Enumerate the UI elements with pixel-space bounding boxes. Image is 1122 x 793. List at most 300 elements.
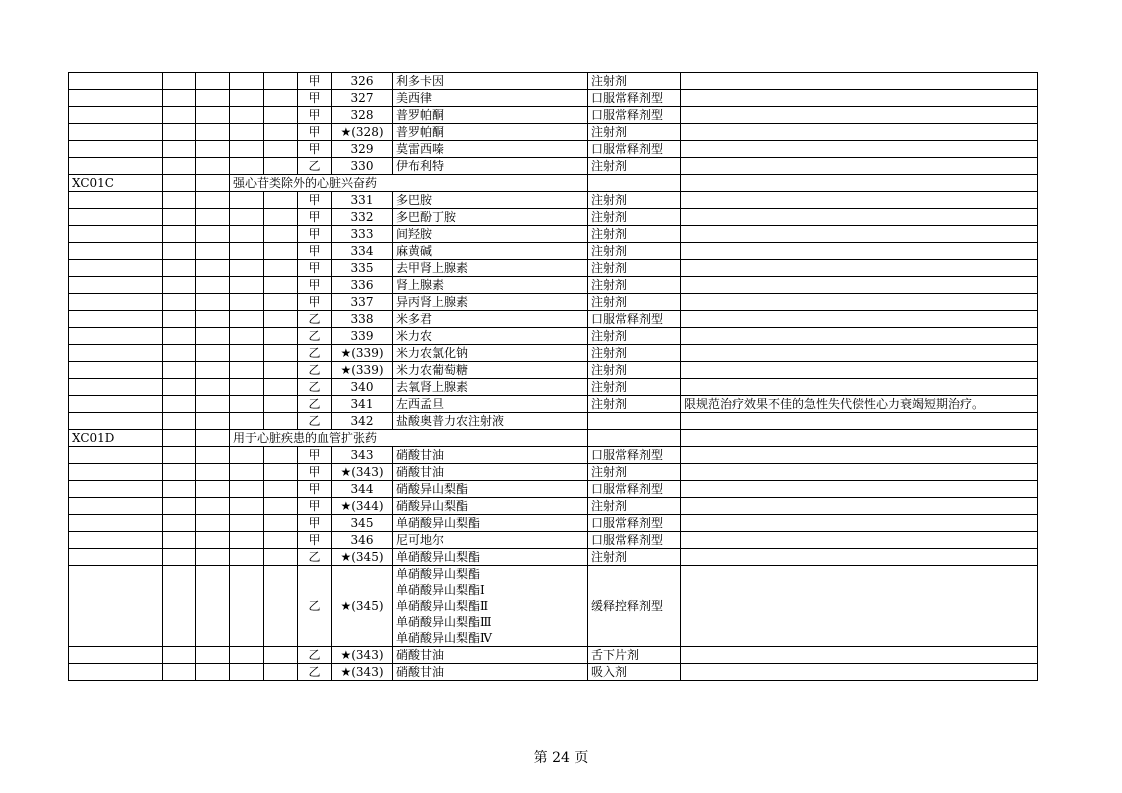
- note-cell: [681, 566, 1038, 647]
- drug-name-cell: 硝酸甘油: [393, 447, 588, 464]
- empty-cell: [196, 481, 230, 498]
- class-cell: 甲: [298, 107, 332, 124]
- empty-cell: [264, 664, 298, 681]
- drug-name-cell: 去氧肾上腺素: [393, 379, 588, 396]
- table-row: [69, 566, 1038, 647]
- dosage-form-cell: 注射剂: [588, 124, 681, 141]
- empty-cell: [69, 243, 163, 260]
- empty-cell: [264, 311, 298, 328]
- table-row: [69, 311, 1038, 328]
- empty-cell: [69, 209, 163, 226]
- empty-cell: [196, 192, 230, 209]
- empty-cell: [230, 566, 264, 647]
- empty-cell: [230, 328, 264, 345]
- dosage-form-cell: 注射剂: [588, 260, 681, 277]
- empty-cell: [69, 515, 163, 532]
- empty-cell: [264, 515, 298, 532]
- note-cell: [681, 226, 1038, 243]
- note-cell: [681, 481, 1038, 498]
- empty-cell: [681, 175, 1038, 192]
- empty-cell: [196, 345, 230, 362]
- empty-cell: [196, 396, 230, 413]
- class-cell: 甲: [298, 226, 332, 243]
- section-code-cell: XC01C: [69, 175, 163, 192]
- dosage-form-cell: 注射剂: [588, 226, 681, 243]
- table-row: [69, 396, 1038, 413]
- empty-cell: [196, 447, 230, 464]
- drug-name-cell: 麻黄碱: [393, 243, 588, 260]
- empty-cell: [230, 647, 264, 664]
- note-cell: [681, 379, 1038, 396]
- empty-cell: [230, 345, 264, 362]
- empty-cell: [69, 90, 163, 107]
- empty-cell: [163, 158, 196, 175]
- section-row: [69, 430, 1038, 447]
- note-cell: [681, 549, 1038, 566]
- table-row: [69, 647, 1038, 664]
- note-cell: [681, 243, 1038, 260]
- note-cell: [681, 413, 1038, 430]
- number-cell: 326: [332, 73, 393, 90]
- section-title-cell: 强心苷类除外的心脏兴奋药: [230, 175, 588, 192]
- empty-cell: [69, 532, 163, 549]
- number-cell: 340: [332, 379, 393, 396]
- empty-cell: [69, 277, 163, 294]
- empty-cell: [196, 430, 230, 447]
- drug-name-cell: 去甲肾上腺素: [393, 260, 588, 277]
- empty-cell: [230, 124, 264, 141]
- class-cell: 甲: [298, 192, 332, 209]
- empty-cell: [196, 549, 230, 566]
- note-cell: [681, 209, 1038, 226]
- drug-name-cell: 米力农: [393, 328, 588, 345]
- empty-cell: [196, 532, 230, 549]
- number-cell: 341: [332, 396, 393, 413]
- empty-cell: [163, 549, 196, 566]
- drug-name-cell: 硝酸甘油: [393, 647, 588, 664]
- note-cell: [681, 647, 1038, 664]
- class-cell: 甲: [298, 498, 332, 515]
- number-cell: 346: [332, 532, 393, 549]
- number-cell: ★(345): [332, 566, 393, 647]
- empty-cell: [264, 549, 298, 566]
- number-cell: 339: [332, 328, 393, 345]
- empty-cell: [230, 209, 264, 226]
- empty-cell: [264, 498, 298, 515]
- empty-cell: [196, 175, 230, 192]
- class-cell: 乙: [298, 328, 332, 345]
- empty-cell: [230, 396, 264, 413]
- drug-name-cell: 单硝酸异山梨酯: [393, 515, 588, 532]
- drug-name-cell: 伊布利特: [393, 158, 588, 175]
- empty-cell: [163, 664, 196, 681]
- dosage-form-cell: 口服常释剂型: [588, 141, 681, 158]
- table-row: [69, 345, 1038, 362]
- drug-name-cell: 硝酸异山梨酯: [393, 498, 588, 515]
- empty-cell: [230, 294, 264, 311]
- empty-cell: [163, 413, 196, 430]
- empty-cell: [196, 566, 230, 647]
- empty-cell: [163, 328, 196, 345]
- drug-name-cell: 单硝酸异山梨酯: [393, 549, 588, 566]
- empty-cell: [230, 362, 264, 379]
- empty-cell: [163, 260, 196, 277]
- drug-name-cell: 硝酸异山梨酯: [393, 481, 588, 498]
- note-cell: [681, 158, 1038, 175]
- number-cell: 330: [332, 158, 393, 175]
- table-row: [69, 515, 1038, 532]
- dosage-form-cell: 注射剂: [588, 209, 681, 226]
- note-cell: [681, 447, 1038, 464]
- dosage-form-cell: 口服常释剂型: [588, 90, 681, 107]
- number-cell: 327: [332, 90, 393, 107]
- drug-name-cell: 美西律: [393, 90, 588, 107]
- note-cell: [681, 90, 1038, 107]
- empty-cell: [196, 277, 230, 294]
- dosage-form-cell: 注射剂: [588, 362, 681, 379]
- table-row: [69, 481, 1038, 498]
- note-cell: [681, 294, 1038, 311]
- dosage-form-cell: 注射剂: [588, 294, 681, 311]
- number-cell: ★(343): [332, 647, 393, 664]
- empty-cell: [163, 515, 196, 532]
- class-cell: 甲: [298, 209, 332, 226]
- empty-cell: [69, 141, 163, 158]
- class-cell: 甲: [298, 73, 332, 90]
- empty-cell: [196, 498, 230, 515]
- empty-cell: [163, 192, 196, 209]
- empty-cell: [69, 413, 163, 430]
- empty-cell: [69, 345, 163, 362]
- dosage-form-cell: 注射剂: [588, 549, 681, 566]
- note-cell: [681, 345, 1038, 362]
- empty-cell: [163, 277, 196, 294]
- empty-cell: [163, 430, 196, 447]
- number-cell: ★(343): [332, 464, 393, 481]
- empty-cell: [230, 498, 264, 515]
- dosage-form-cell: 注射剂: [588, 192, 681, 209]
- drug-name-cell: 盐酸奥普力农注射液: [393, 413, 588, 430]
- section-title-cell: 用于心脏疾患的血管扩张药: [230, 430, 588, 447]
- empty-cell: [230, 664, 264, 681]
- empty-cell: [196, 226, 230, 243]
- table-row: [69, 107, 1038, 124]
- class-cell: 乙: [298, 647, 332, 664]
- drug-name-cell: 利多卡因: [393, 73, 588, 90]
- note-cell: [681, 277, 1038, 294]
- class-cell: 乙: [298, 566, 332, 647]
- number-cell: ★(343): [332, 664, 393, 681]
- empty-cell: [264, 447, 298, 464]
- table-row: [69, 226, 1038, 243]
- empty-cell: [196, 362, 230, 379]
- class-cell: 乙: [298, 311, 332, 328]
- empty-cell: [230, 549, 264, 566]
- section-code-cell: XC01D: [69, 430, 163, 447]
- empty-cell: [69, 362, 163, 379]
- empty-cell: [163, 566, 196, 647]
- number-cell: ★(339): [332, 362, 393, 379]
- empty-cell: [69, 260, 163, 277]
- empty-cell: [196, 158, 230, 175]
- empty-cell: [69, 311, 163, 328]
- note-cell: [681, 124, 1038, 141]
- class-cell: 甲: [298, 532, 332, 549]
- empty-cell: [196, 107, 230, 124]
- empty-cell: [69, 73, 163, 90]
- empty-cell: [230, 260, 264, 277]
- empty-cell: [230, 277, 264, 294]
- table-row: [69, 379, 1038, 396]
- note-cell: [681, 328, 1038, 345]
- note-cell: [681, 532, 1038, 549]
- empty-cell: [163, 362, 196, 379]
- empty-cell: [264, 379, 298, 396]
- dosage-form-cell: 注射剂: [588, 464, 681, 481]
- table-row: [69, 464, 1038, 481]
- class-cell: 乙: [298, 362, 332, 379]
- number-cell: 336: [332, 277, 393, 294]
- empty-cell: [196, 647, 230, 664]
- class-cell: 甲: [298, 481, 332, 498]
- note-cell: [681, 362, 1038, 379]
- empty-cell: [264, 192, 298, 209]
- empty-cell: [69, 664, 163, 681]
- empty-cell: [230, 311, 264, 328]
- table-row: [69, 90, 1038, 107]
- table-row: [69, 328, 1038, 345]
- empty-cell: [196, 413, 230, 430]
- drug-name-cell: 左西孟旦: [393, 396, 588, 413]
- empty-cell: [230, 379, 264, 396]
- empty-cell: [230, 226, 264, 243]
- table-row: [69, 260, 1038, 277]
- empty-cell: [163, 73, 196, 90]
- table-row: [69, 549, 1038, 566]
- empty-cell: [196, 124, 230, 141]
- number-cell: 345: [332, 515, 393, 532]
- empty-cell: [163, 90, 196, 107]
- empty-cell: [196, 294, 230, 311]
- note-cell: [681, 464, 1038, 481]
- empty-cell: [264, 532, 298, 549]
- empty-cell: [69, 549, 163, 566]
- empty-cell: [163, 447, 196, 464]
- table-row: [69, 413, 1038, 430]
- dosage-form-cell: 注射剂: [588, 396, 681, 413]
- drug-name-cell: 多巴酚丁胺: [393, 209, 588, 226]
- empty-cell: [163, 124, 196, 141]
- drug-name-line: 单硝酸异山梨酯: [396, 567, 481, 581]
- empty-cell: [230, 192, 264, 209]
- dosage-form-cell: 缓释控释剂型: [588, 566, 681, 647]
- dosage-form-cell: 口服常释剂型: [588, 515, 681, 532]
- number-cell: 335: [332, 260, 393, 277]
- dosage-form-cell: 注射剂: [588, 328, 681, 345]
- empty-cell: [264, 328, 298, 345]
- empty-cell: [196, 664, 230, 681]
- empty-cell: [264, 481, 298, 498]
- dosage-form-cell: [588, 413, 681, 430]
- dosage-form-cell: 口服常释剂型: [588, 107, 681, 124]
- class-cell: 乙: [298, 379, 332, 396]
- empty-cell: [69, 107, 163, 124]
- empty-cell: [196, 328, 230, 345]
- drug-name-cell: 米多君: [393, 311, 588, 328]
- empty-cell: [163, 532, 196, 549]
- empty-cell: [69, 566, 163, 647]
- drug-name-cell: 多巴胺: [393, 192, 588, 209]
- empty-cell: [264, 260, 298, 277]
- dosage-form-cell: 注射剂: [588, 158, 681, 175]
- number-cell: 333: [332, 226, 393, 243]
- empty-cell: [163, 175, 196, 192]
- drug-name-line: 单硝酸异山梨酯Ⅲ: [396, 615, 492, 629]
- empty-cell: [230, 515, 264, 532]
- empty-cell: [230, 481, 264, 498]
- table-row: [69, 209, 1038, 226]
- empty-cell: [163, 294, 196, 311]
- empty-cell: [196, 243, 230, 260]
- empty-cell: [196, 73, 230, 90]
- dosage-form-cell: 吸入剂: [588, 664, 681, 681]
- table-row: [69, 294, 1038, 311]
- empty-cell: [196, 379, 230, 396]
- empty-cell: [588, 430, 681, 447]
- empty-cell: [163, 345, 196, 362]
- number-cell: 329: [332, 141, 393, 158]
- section-row: [69, 175, 1038, 192]
- empty-cell: [69, 192, 163, 209]
- empty-cell: [163, 498, 196, 515]
- drug-name-cell: 普罗帕酮: [393, 107, 588, 124]
- note-cell: [681, 311, 1038, 328]
- empty-cell: [163, 141, 196, 158]
- empty-cell: [163, 243, 196, 260]
- empty-cell: [163, 226, 196, 243]
- dosage-form-cell: 口服常释剂型: [588, 311, 681, 328]
- empty-cell: [264, 464, 298, 481]
- dosage-form-cell: 口服常释剂型: [588, 447, 681, 464]
- drug-name-cell: 米力农氯化钠: [393, 345, 588, 362]
- table-row: [69, 192, 1038, 209]
- class-cell: 甲: [298, 141, 332, 158]
- empty-cell: [230, 73, 264, 90]
- empty-cell: [264, 226, 298, 243]
- empty-cell: [163, 647, 196, 664]
- table-row: [69, 447, 1038, 464]
- drug-name-cell: 硝酸甘油: [393, 464, 588, 481]
- class-cell: 甲: [298, 294, 332, 311]
- empty-cell: [69, 647, 163, 664]
- empty-cell: [69, 464, 163, 481]
- empty-cell: [163, 396, 196, 413]
- table-body: [69, 73, 1038, 681]
- empty-cell: [69, 447, 163, 464]
- note-cell: [681, 141, 1038, 158]
- class-cell: 甲: [298, 90, 332, 107]
- empty-cell: [264, 209, 298, 226]
- empty-cell: [196, 141, 230, 158]
- empty-cell: [163, 209, 196, 226]
- empty-cell: [69, 328, 163, 345]
- table-row: [69, 277, 1038, 294]
- dosage-form-cell: 口服常释剂型: [588, 481, 681, 498]
- dosage-form-cell: 注射剂: [588, 73, 681, 90]
- drug-name-cell: 硝酸甘油: [393, 664, 588, 681]
- empty-cell: [264, 566, 298, 647]
- drug-name-cell: 米力农葡萄糖: [393, 362, 588, 379]
- note-cell: [681, 192, 1038, 209]
- number-cell: 328: [332, 107, 393, 124]
- number-cell: 344: [332, 481, 393, 498]
- empty-cell: [230, 158, 264, 175]
- table-row: [69, 498, 1038, 515]
- class-cell: 乙: [298, 664, 332, 681]
- empty-cell: [264, 90, 298, 107]
- number-cell: ★(344): [332, 498, 393, 515]
- dosage-form-cell: 舌下片剂: [588, 647, 681, 664]
- empty-cell: [163, 464, 196, 481]
- table-row: [69, 124, 1038, 141]
- number-cell: 331: [332, 192, 393, 209]
- empty-cell: [264, 107, 298, 124]
- note-cell: [681, 498, 1038, 515]
- empty-cell: [230, 464, 264, 481]
- drug-name-cell: 异丙肾上腺素: [393, 294, 588, 311]
- number-cell: ★(345): [332, 549, 393, 566]
- table-row: [69, 664, 1038, 681]
- empty-cell: [264, 294, 298, 311]
- empty-cell: [69, 498, 163, 515]
- empty-cell: [264, 141, 298, 158]
- empty-cell: [163, 107, 196, 124]
- empty-cell: [69, 379, 163, 396]
- class-cell: 甲: [298, 515, 332, 532]
- class-cell: 乙: [298, 549, 332, 566]
- note-cell: [681, 73, 1038, 90]
- drug-name-cell: 莫雷西嗪: [393, 141, 588, 158]
- table-row: [69, 532, 1038, 549]
- number-cell: 338: [332, 311, 393, 328]
- page-number: 第 24 页: [533, 750, 589, 766]
- drug-name-cell: [393, 566, 588, 647]
- empty-cell: [230, 243, 264, 260]
- dosage-form-cell: 注射剂: [588, 498, 681, 515]
- empty-cell: [264, 647, 298, 664]
- empty-cell: [264, 345, 298, 362]
- class-cell: 甲: [298, 464, 332, 481]
- empty-cell: [196, 515, 230, 532]
- empty-cell: [69, 124, 163, 141]
- table-row: [69, 243, 1038, 260]
- empty-cell: [588, 175, 681, 192]
- class-cell: 乙: [298, 158, 332, 175]
- drug-name-line: 单硝酸异山梨酯Ⅰ: [396, 583, 485, 597]
- empty-cell: [230, 90, 264, 107]
- empty-cell: [230, 447, 264, 464]
- class-cell: 甲: [298, 124, 332, 141]
- number-cell: 343: [332, 447, 393, 464]
- drug-name-cell: 间羟胺: [393, 226, 588, 243]
- number-cell: 334: [332, 243, 393, 260]
- class-cell: 甲: [298, 260, 332, 277]
- empty-cell: [163, 379, 196, 396]
- dosage-form-cell: 注射剂: [588, 243, 681, 260]
- empty-cell: [230, 413, 264, 430]
- class-cell: 乙: [298, 345, 332, 362]
- dosage-form-cell: 口服常释剂型: [588, 532, 681, 549]
